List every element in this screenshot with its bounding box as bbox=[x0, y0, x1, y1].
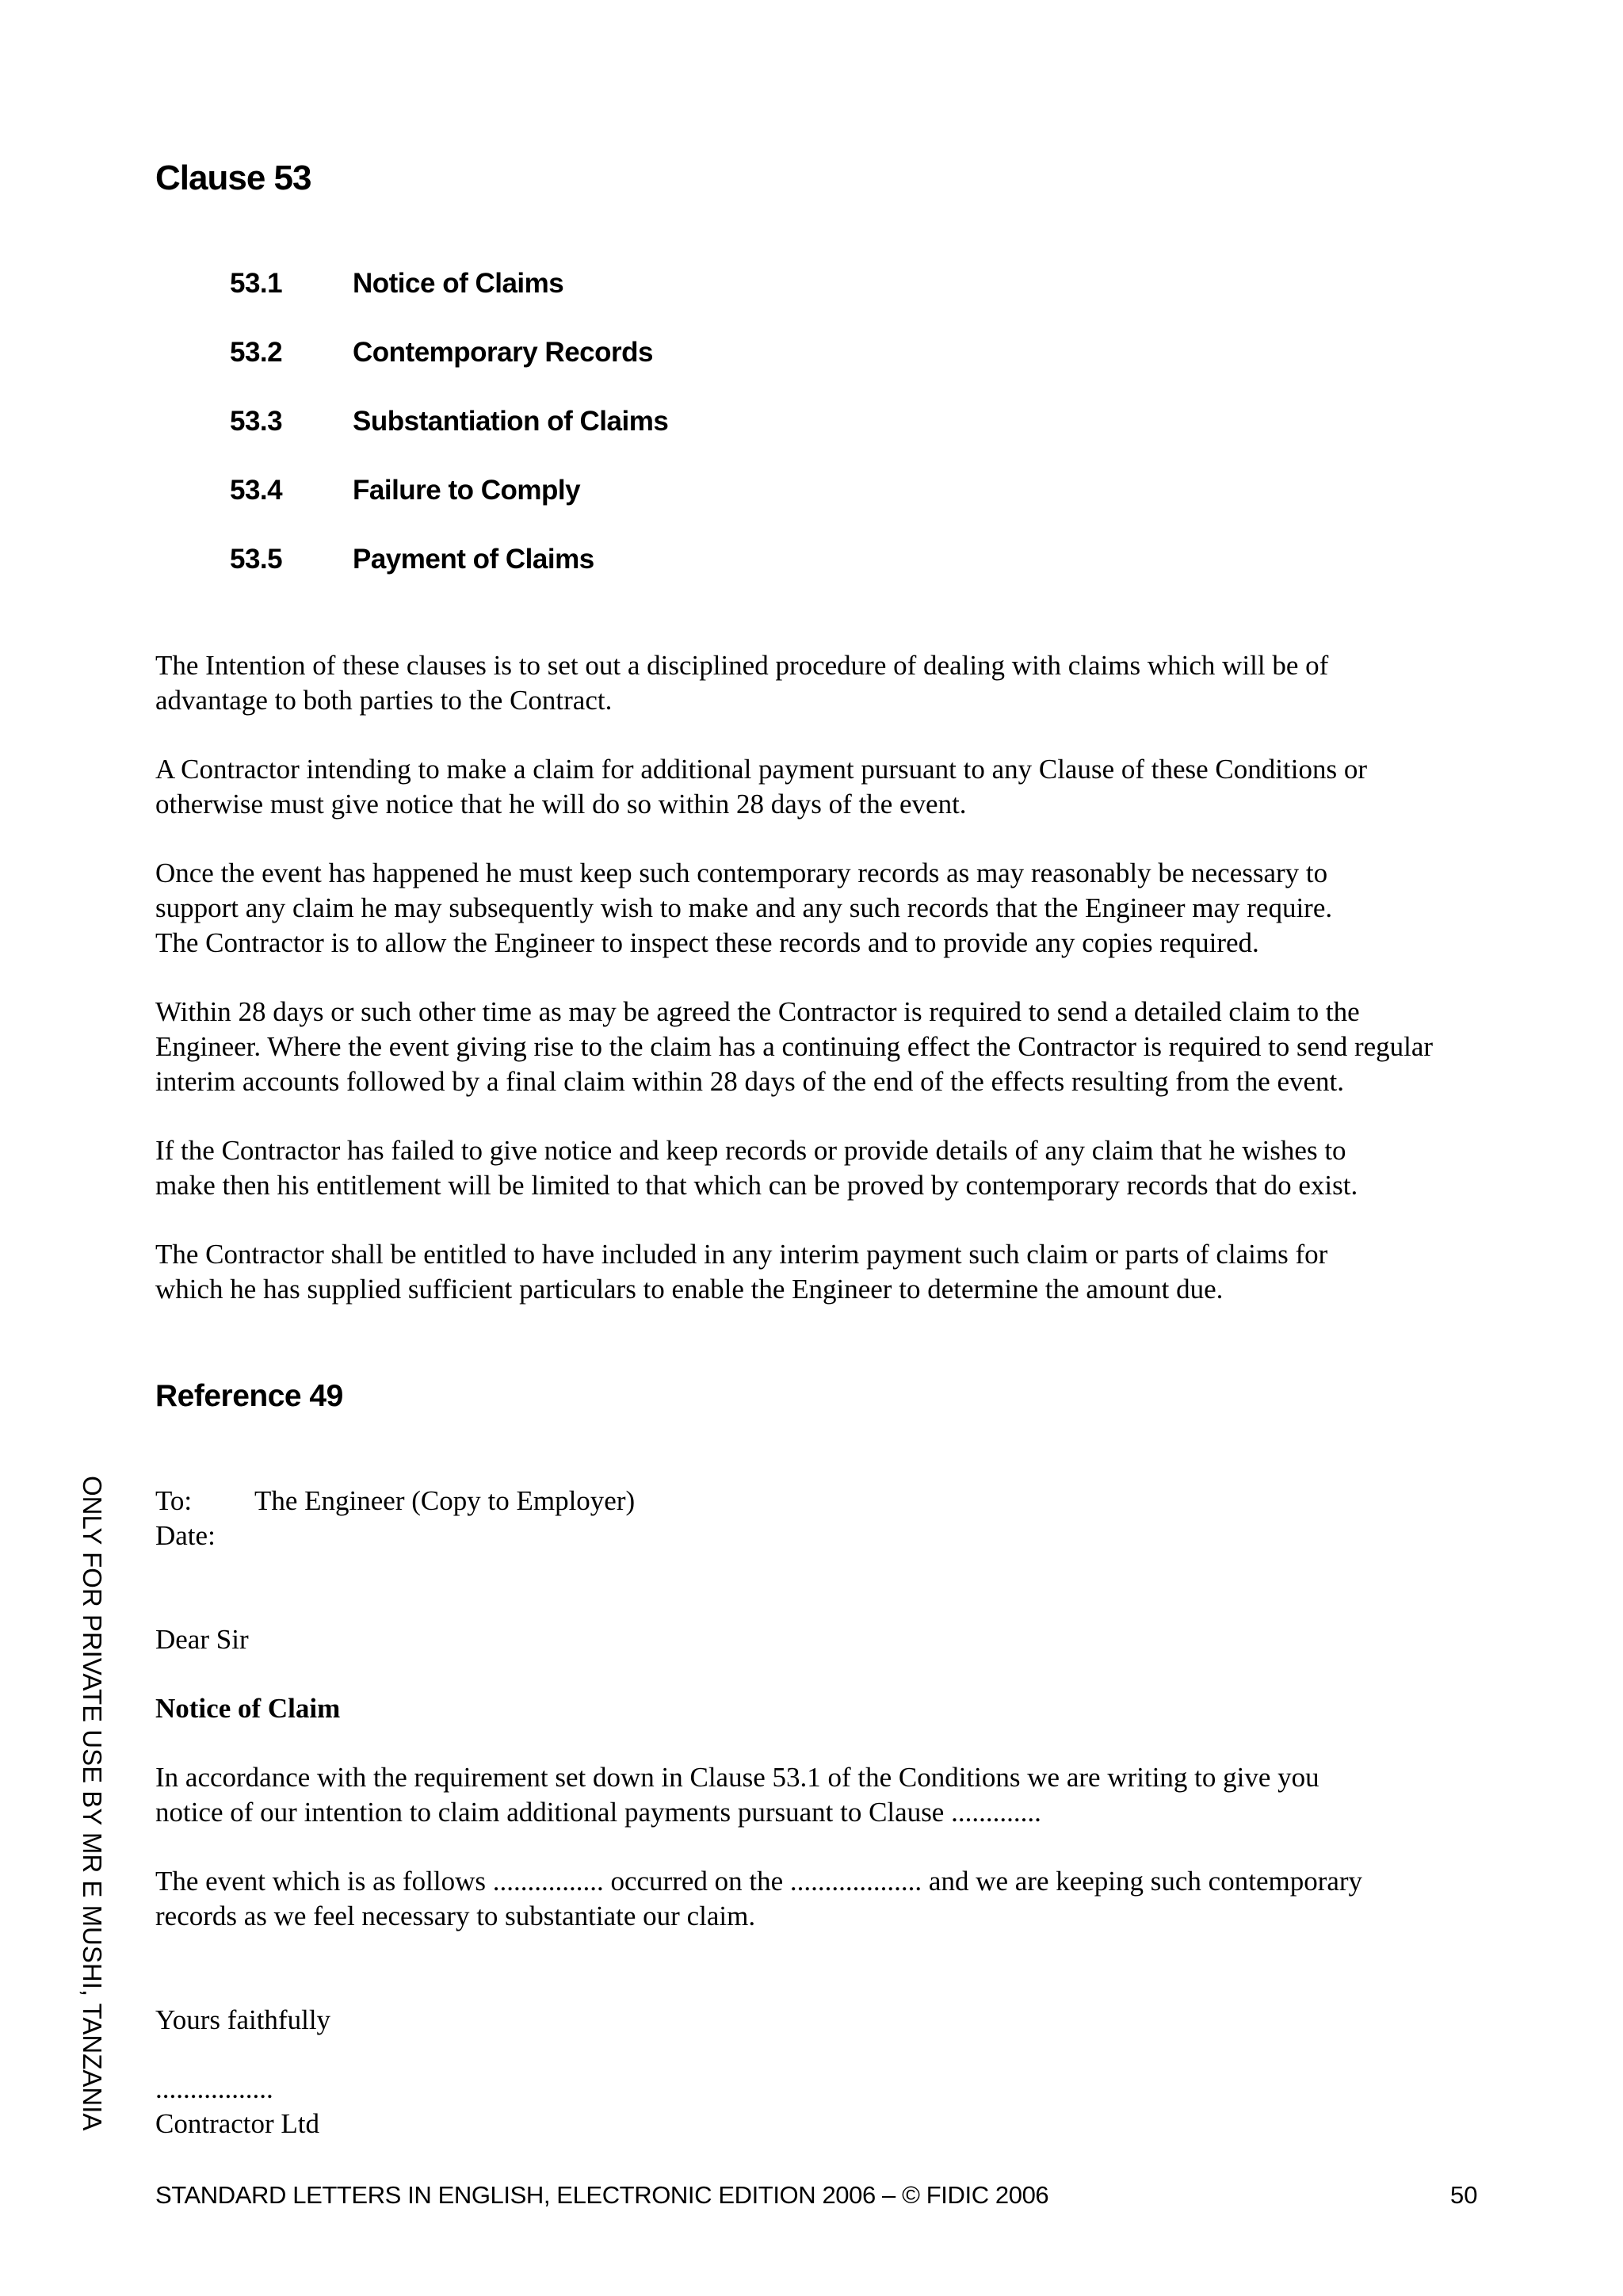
toc-item-number: 53.2 bbox=[230, 337, 283, 368]
toc-item-title: Notice of Claims bbox=[353, 268, 564, 299]
letter-subject: Notice of Claim bbox=[155, 1693, 341, 1724]
to-label: To: bbox=[155, 1485, 193, 1516]
salutation: Dear Sir bbox=[155, 1624, 249, 1655]
guidance-text bbox=[155, 648, 1503, 1341]
toc-item bbox=[230, 268, 1022, 337]
letter-paragraph: In accordance with the requirement set down in Clause 53.1 of the Conditions we are writing to give you notice of our intention to claim additional payments pursuant to Clause ............. bbox=[155, 1762, 1319, 1828]
toc-item-number: 53.1 bbox=[230, 268, 283, 299]
toc-item bbox=[230, 406, 1022, 475]
to-value: The Engineer (Copy to Employer) bbox=[254, 1485, 636, 1516]
toc-item-title: Substantiation of Claims bbox=[353, 406, 669, 437]
toc-item-title: Failure to Comply bbox=[353, 475, 581, 506]
body-paragraph: A Contractor intending to make a claim for additional payment pursuant to any Clause of these Conditions or otherwise must give notice that he will do so within 28 days of the event. bbox=[155, 754, 1367, 819]
signatory: Contractor Ltd bbox=[155, 2108, 320, 2139]
reference-heading: Reference 49 bbox=[155, 1379, 343, 1413]
body-paragraph: If the Contractor has failed to give notice and keep records or provide details of any claim that he wishes to make then his entitlement will be limited to that which can be proved by contemporary records that do exist. bbox=[155, 1135, 1358, 1201]
clause-heading: Clause 53 bbox=[155, 159, 311, 197]
private-use-notice: ONLY FOR PRIVATE USE BY MR E MUSHI, TANZANIA bbox=[78, 1476, 107, 2131]
date-line bbox=[155, 1519, 1503, 1553]
toc-item bbox=[230, 475, 1022, 544]
toc-item-number: 53.4 bbox=[230, 475, 283, 506]
toc-item-number: 53.3 bbox=[230, 406, 283, 437]
body-paragraph: The Intention of these clauses is to set out a disciplined procedure of dealing with claims which will be of advantage to both parties to the Contract. bbox=[155, 650, 1329, 716]
body-paragraph: Once the event has happened he must keep such contemporary records as may reasonably be necessary to support any claim he may subsequently wish to make and any such records that the Engineer may require. The Contractor is to allow the Engineer to inspect these records and to provide any copies required. bbox=[155, 858, 1333, 958]
toc-item-title: Contemporary Records bbox=[353, 337, 653, 368]
body-paragraph: Within 28 days or such other time as may be agreed the Contractor is required to send a detailed claim to the Engineer. Where the event giving rise to the claim has a continuing effect the Contractor is required to send regular interim accounts followed by a final claim within 28 days of the end of the effects resulting from the event. bbox=[155, 996, 1434, 1097]
letter-paragraph: The event which is as follows ................ occurred on the ................... and we are keeping such contemporary records as we feel necessary to substantiate our claim. bbox=[155, 1866, 1363, 1931]
clause-contents-list bbox=[230, 268, 1022, 613]
signature-line: ................. bbox=[155, 2073, 273, 2104]
closing: Yours faithfully bbox=[155, 2004, 331, 2035]
toc-item-number: 53.5 bbox=[230, 544, 283, 575]
footer-text: STANDARD LETTERS IN ENGLISH, ELECTRONIC EDITION 2006 – © FIDIC 2006 bbox=[155, 2181, 1049, 2209]
to-line bbox=[155, 1484, 1503, 1519]
toc-item bbox=[230, 337, 1022, 406]
template-letter bbox=[155, 1484, 1503, 2141]
toc-item bbox=[230, 544, 1022, 613]
page-number: 50 bbox=[1450, 2181, 1478, 2209]
date-label: Date: bbox=[155, 1520, 216, 1551]
toc-item-title: Payment of Claims bbox=[353, 544, 594, 575]
body-paragraph: The Contractor shall be entitled to have included in any interim payment such claim or parts of claims for which he has supplied sufficient particulars to enable the Engineer to determine the amount due. bbox=[155, 1239, 1328, 1305]
